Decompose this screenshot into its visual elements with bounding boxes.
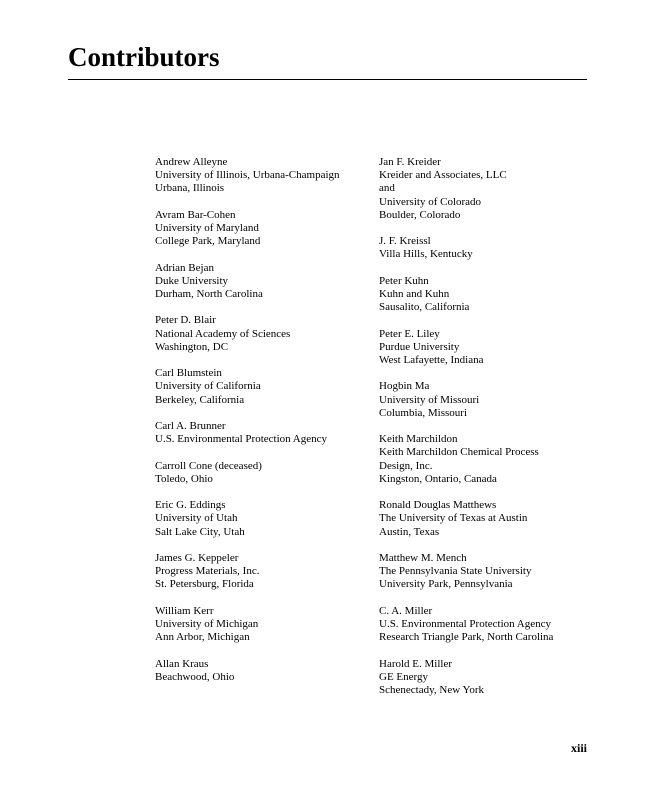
contributor-name: William Kerr — [155, 604, 214, 617]
contributor-affiliation-line: Research Triangle Park, North Carolina — [379, 631, 554, 644]
contributor-affiliation-line: Kingston, Ontario, Canada — [379, 472, 497, 485]
contributor-entry — [379, 552, 594, 592]
contributor-name: Hogbin Ma — [379, 380, 430, 393]
contributor-affiliation-line: Ann Arbor, Michigan — [155, 631, 250, 644]
contributor-affiliation-line: College Park, Maryland — [155, 235, 261, 248]
contributor-affiliation-line: Purdue University — [379, 340, 460, 353]
contributor-affiliation-line: Durham, North Carolina — [155, 288, 263, 300]
contributor-affiliation-line: University of California — [155, 380, 261, 393]
contributor-entry — [155, 499, 370, 539]
contributor-affiliation-line: National Academy of Sciences — [155, 327, 291, 340]
contributor-name: Carl Blumstein — [155, 367, 222, 380]
contributor-affiliation-line: Sausalito, California — [379, 301, 470, 314]
contributor-affiliation-line: University of Colorado — [379, 195, 482, 208]
contributor-affiliation-line: U.S. Environmental Protection Agency — [379, 617, 551, 630]
contributor-entry — [155, 367, 370, 407]
contributors-right-column — [379, 156, 594, 710]
contributor-affiliation-line: St. Petersburg, Florida — [155, 578, 254, 591]
contributor-name: Keith Marchildon — [379, 433, 458, 446]
contributor-name: C. A. Miller — [379, 604, 433, 617]
contributor-entry — [379, 328, 594, 368]
contributor-name: Carl A. Brunner — [155, 419, 226, 432]
contributor-affiliation-line: The Pennsylvania State University — [379, 565, 532, 578]
contributor-name: Peter Kuhn — [379, 274, 429, 287]
contributor-name: Avram Bar-Cohen — [155, 208, 236, 221]
contributor-entry — [155, 658, 370, 684]
contributor-affiliation-line: University of Utah — [155, 512, 238, 525]
contributor-entry — [155, 420, 370, 446]
contributor-affiliation-line: Kuhn and Kuhn — [379, 288, 450, 300]
contributor-affiliation-line: Progress Materials, Inc. — [155, 565, 260, 578]
contributor-entry — [155, 460, 370, 486]
contributor-name: Carroll Cone (deceased) — [155, 459, 262, 472]
contributor-name: Matthew M. Mench — [379, 551, 467, 564]
contributor-affiliation-line: Schenectady, New York — [379, 683, 484, 696]
contributor-affiliation-line: University Park, Pennsylvania — [379, 578, 513, 591]
contributor-name: Peter D. Blair — [155, 314, 216, 327]
contributor-affiliation-line: Austin, Texas — [379, 525, 440, 538]
contributor-entry — [379, 235, 594, 261]
contributor-affiliation-line: Toledo, Ohio — [155, 472, 213, 485]
contributor-affiliation-line: West Lafayette, Indiana — [379, 354, 484, 366]
contributor-name: Peter E. Liley — [379, 327, 440, 340]
page-title: Contributors — [68, 42, 220, 72]
contributor-entry — [155, 156, 370, 196]
contributor-name: Andrew Alleyne — [155, 156, 228, 168]
contributor-entry — [379, 605, 594, 645]
contributor-entry — [155, 314, 370, 354]
contributor-name: Jan F. Kreider — [379, 156, 441, 168]
contributor-entry — [379, 380, 594, 420]
contributor-affiliation-line: University of Michigan — [155, 617, 259, 630]
contributor-affiliation-line: Washington, DC — [155, 340, 229, 353]
contributor-name: Ronald Douglas Matthews — [379, 499, 497, 512]
contributor-name: Adrian Bejan — [155, 261, 214, 274]
contributor-affiliation-line: University of Missouri — [379, 393, 480, 406]
contributor-name: Harold E. Miller — [379, 657, 453, 670]
contributor-affiliation-line: University of Maryland — [155, 222, 259, 234]
contributor-affiliation-line: Design, Inc. — [379, 459, 433, 472]
contributor-entry — [155, 262, 370, 302]
contributor-affiliation-line: Urbana, Illinois — [155, 182, 225, 195]
contributor-entry — [155, 605, 370, 645]
contributor-affiliation-line: Villa Hills, Kentucky — [379, 248, 473, 261]
contributor-affiliation-line: and — [379, 182, 395, 195]
contributor-name: James G. Keppeler — [155, 551, 239, 564]
contributor-name: J. F. Kreissl — [379, 235, 431, 248]
contributor-entry — [379, 658, 594, 698]
contributor-entry — [379, 499, 594, 539]
contributor-entry — [155, 552, 370, 592]
contributor-entry — [379, 433, 594, 486]
contributor-affiliation-line: Beachwood, Ohio — [155, 670, 235, 683]
contributor-affiliation-line: The University of Texas at Austin — [379, 512, 528, 525]
contributor-affiliation-line: Duke University — [155, 274, 229, 287]
contributor-affiliation-line: University of Illinois, Urbana-Champaign — [155, 169, 340, 182]
page-number: xiii — [570, 741, 587, 755]
contributor-name: Allan Kraus — [155, 657, 209, 670]
contributor-affiliation-line: Boulder, Colorado — [379, 208, 461, 221]
contributor-affiliation-line: U.S. Environmental Protection Agency — [155, 433, 327, 446]
contributor-affiliation-line: Keith Marchildon Chemical Process — [379, 446, 539, 459]
contributors-left-column — [155, 156, 370, 697]
contributor-affiliation-line: Salt Lake City, Utah — [155, 525, 245, 538]
contributor-entry — [155, 209, 370, 249]
contributor-affiliation-line: Berkeley, California — [155, 393, 245, 406]
contributor-entry — [379, 156, 594, 222]
contributor-affiliation-line: Kreider and Associates, LLC — [379, 169, 507, 182]
contributor-affiliation-line: Columbia, Missouri — [379, 406, 468, 419]
contributor-name: Eric G. Eddings — [155, 499, 226, 512]
contributor-entry — [379, 275, 594, 315]
contributor-affiliation-line: GE Energy — [379, 670, 428, 683]
title-rule — [68, 79, 587, 80]
